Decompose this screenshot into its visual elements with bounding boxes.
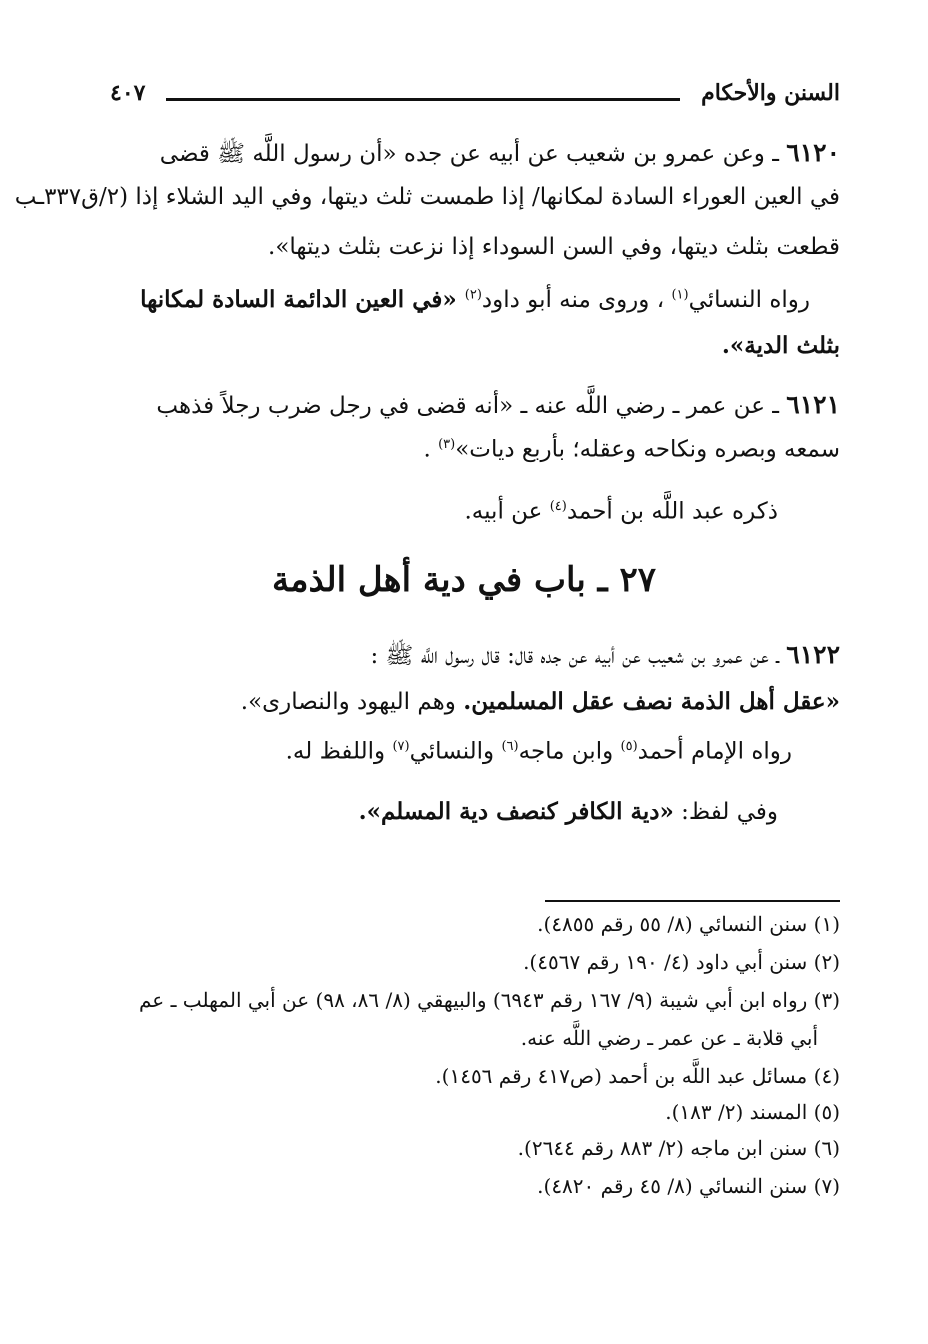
footnote-ref: (٤) [549, 499, 567, 514]
source-text: ، وروى منه أبو داود [481, 287, 672, 313]
hadith-text: ـ وعن عمرو بن شعيب عن أبيه عن جده «أن رسول اللَّه ﷺ قضى [159, 141, 787, 167]
footnote-ref: (٥) [620, 739, 638, 754]
hadith-number: ٦١٢٠ [786, 138, 840, 167]
hadith-6122-source-1 [286, 740, 792, 764]
hadith-text: سمعه وبصره ونكاحه وعقله؛ بأربع ديات» [455, 436, 840, 463]
footnote-ref: (٣) [438, 437, 456, 452]
quoted-text: «في العين الدائمة السادة لمكانها [140, 286, 465, 313]
source-text: وفي لفظ: [673, 799, 778, 825]
quoted-text: «عقل أهل الذمة نصف عقل المسلمين. [463, 688, 840, 715]
hadith-6122-line-2 [241, 690, 840, 714]
footnote-3-continued: أبي قلابة ـ عن عمر ـ رضي اللَّه عنه. [520, 1026, 818, 1050]
book-title: السنن والأحكام [701, 80, 840, 106]
footnote-ref: (٧) [392, 739, 410, 754]
hadith-number: ٦١٢٢ [786, 640, 840, 669]
header-rule [166, 98, 680, 101]
page-number: ٤٠٧ [110, 80, 146, 106]
hadith-number: ٦١٢١ [786, 390, 840, 419]
footnote-3: (٣) رواه ابن أبي شيبة (٩/ ١٦٧ رقم ٦٩٤٣) والبيهقي (٨/ ٨٦، ٩٨) عن أبي المهلب ـ عم [138, 988, 840, 1012]
footnote-4: (٤) مسائل عبد اللَّه بن أحمد (ص٤١٧ رقم ١٤٥٦). [435, 1064, 840, 1088]
source-text: وابن ماجه [518, 738, 621, 765]
footnote-5: (٥) المسند (٢/ ١٨٣). [665, 1100, 840, 1124]
source-text: رواه الإمام أحمد [637, 738, 792, 765]
hadith-6121-source [464, 500, 778, 524]
source-text: رواه النسائي [688, 287, 810, 313]
hadith-6120-line-2 [15, 186, 840, 209]
hadith-text: قطعت بثلث ديتها، وفي السن السوداء إذا نزعت بثلث ديتها». [268, 234, 840, 260]
hadith-text: ـ عن عمر ـ رضي اللَّه عنه ـ «أنه قضى في رجل ضرب رجلاً فذهب [156, 393, 787, 419]
quoted-text: «دية الكافر كنصف دية المسلم». [358, 798, 674, 825]
footnote-separator [545, 900, 840, 902]
hadith-6120-line-1 [160, 140, 840, 166]
source-text: والنسائي [409, 738, 502, 765]
footnote-1: (١) سنن النسائي (٨/ ٥٥ رقم ٤٨٥٥). [537, 912, 840, 936]
footnote-ref: (٢) [464, 287, 482, 303]
source-text: ذكره عبد اللَّه بن أحمد [566, 498, 778, 525]
hadith-6120-source-line-1 [140, 288, 810, 312]
hadith-6121-line-2 [423, 438, 840, 462]
page-header [110, 80, 840, 116]
footnote-6: (٦) سنن ابن ماجه (٢/ ٨٨٣ رقم ٢٦٤٤). [517, 1136, 840, 1160]
hadith-6121-line-1 [156, 392, 840, 418]
hadith-text: في العين العوراء السادة لمكانها/ إذا طمست ثلث ديتها، وفي اليد الشلاء إذا (٢/ق٣٣٧ـب [14, 184, 840, 210]
hadith-6122-line-1 [370, 642, 840, 668]
footnote-ref: (٦) [501, 739, 519, 754]
quoted-text: بثلث الدية». [721, 332, 840, 359]
hadith-6122-source-2 [359, 800, 778, 824]
source-text: عن أبيه. [464, 498, 550, 525]
footnote-2: (٢) سنن أبي داود (٤/ ١٩٠ رقم ٤٥٦٧). [523, 950, 840, 974]
hadith-text: . [423, 436, 439, 463]
footnote-ref: (١) [671, 287, 689, 303]
hadith-6120-line-3 [268, 236, 840, 259]
hadith-text: ـ عن عمرو بن شعيب عن أبيه عن جده قال: قال رسول اللَّه ﷺ : [370, 643, 787, 669]
source-text: واللفظ له. [285, 738, 393, 765]
hadith-6120-source-line-2 [722, 334, 840, 357]
chapter-heading: ٢٧ ـ باب في دية أهل الذمة [272, 560, 656, 600]
hadith-text: وهم اليهود والنصارى». [240, 689, 464, 715]
footnote-7: (٧) سنن النسائي (٨/ ٤٥ رقم ٤٨٢٠). [537, 1174, 840, 1198]
